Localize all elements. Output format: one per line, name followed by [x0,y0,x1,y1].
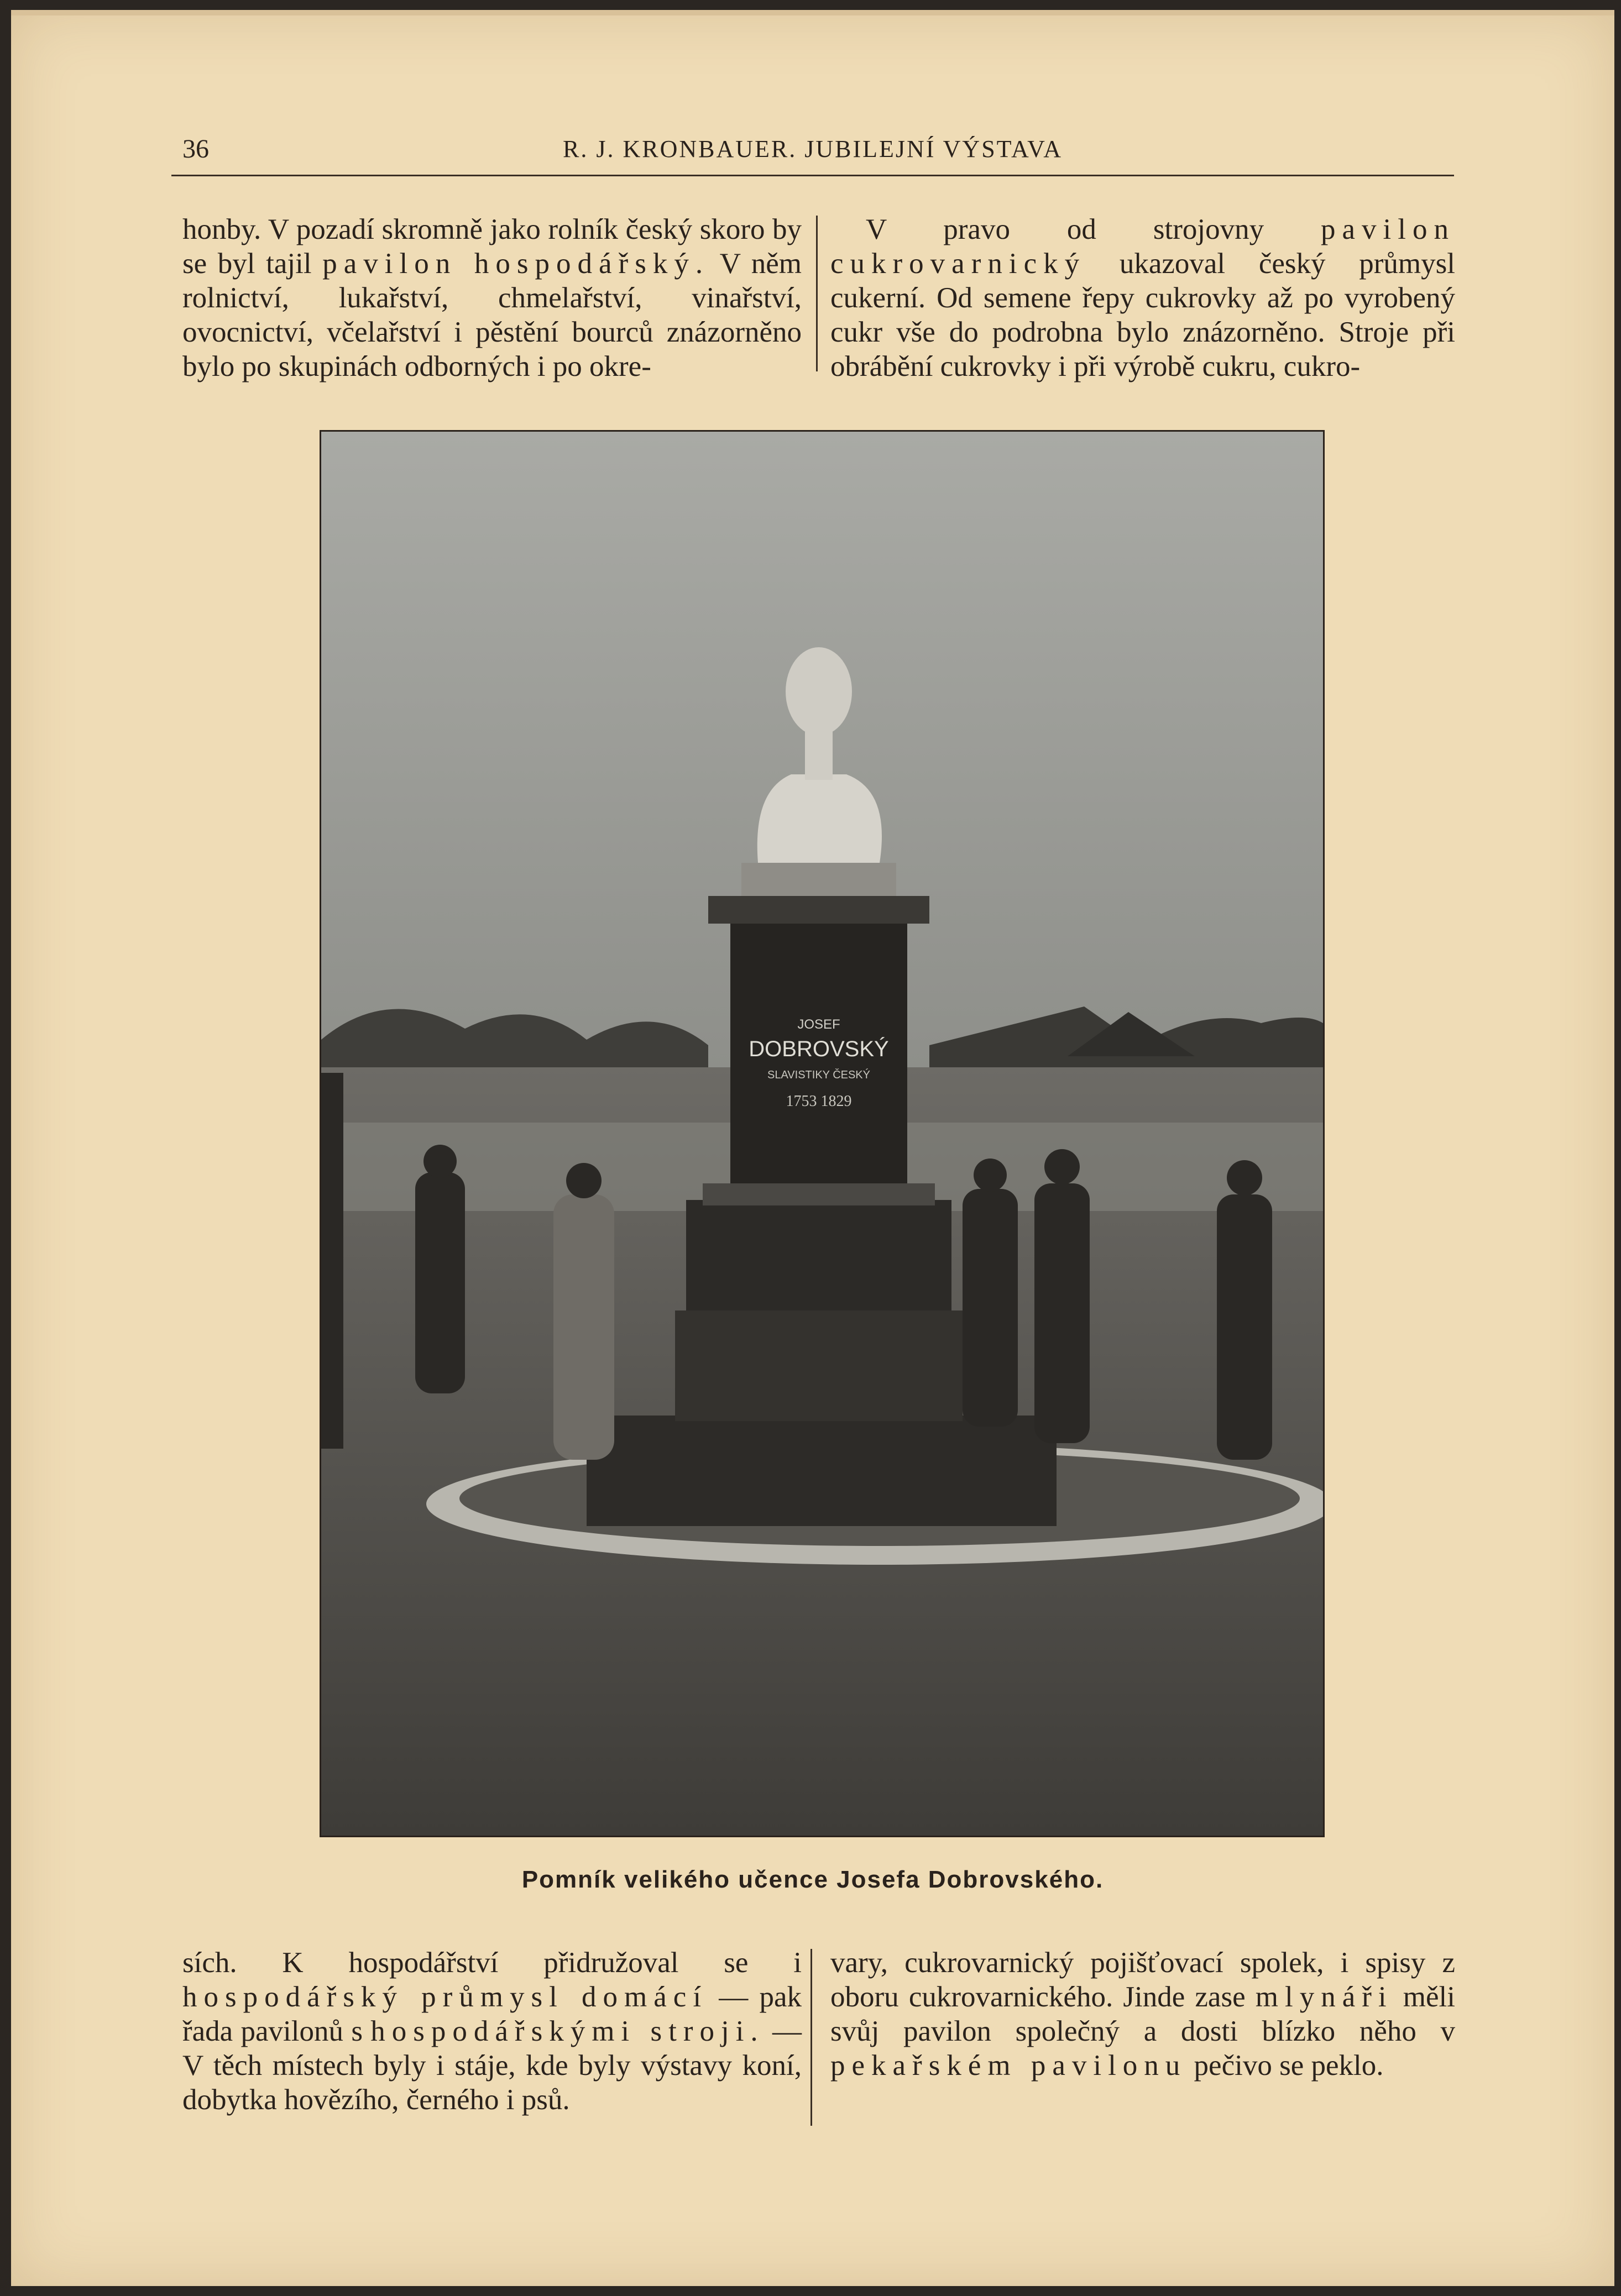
person-head [423,1145,457,1178]
bust-head [786,647,852,736]
bottom-left-column [182,1946,802,2117]
book-page [11,10,1614,2286]
inscription-name: DOBROVSKÝ [749,1037,889,1061]
text-run: vary, cukrovarnický pojišťovací spolek, i spisy z oboru cukrovarnického. Jinde zase [830,1947,1455,2013]
bust-shoulders [757,774,882,863]
paragraph [830,1946,1455,2083]
pedestal-plinth [675,1310,963,1421]
bust-neck [805,730,833,780]
person-head [974,1159,1007,1192]
person [963,1189,1018,1427]
spaced-emphasis: hospodářskými stroji. [370,2015,765,2047]
figure-caption: Pomník velikého učence Josefa Dobrovského. [521,1866,1104,1893]
top-left-column [182,212,802,384]
person [415,1172,465,1393]
paragraph [182,1946,802,2117]
text-run: V pravo od strojovny [866,213,1321,245]
running-head: R. J. KRONBAUER. JUBILEJNÍ VÝSTAVA [562,135,1063,162]
spaced-emphasis: pavilon cukrovarnický [830,213,1455,280]
text-run: — V těch místech byly i stáje, kde byly výstavy koní, dobytka hovězího, černého i psů. [182,2015,802,2116]
column-divider [810,1949,812,2126]
paragraph [182,212,802,384]
person-head [566,1163,602,1198]
monument-photograph [320,430,1325,1837]
text-run: pečivo se peklo. [1186,2049,1384,2082]
paragraph [830,212,1455,384]
left-figure-edge [321,1073,343,1449]
text-run: V něm rolnictví, lukařství, chmelařství, vinařství, ovocnictví, včelařství i pěstění bourců znázorněno bylo po skupinách odborných i po okre- [182,248,802,382]
text-run: ukazoval český průmysl cukerní. Od semene řepy cukrovky až po vyrobený cukr vše do podrobna bylo znázorněno. Stroje při obrábění cukrovky i při výrobě cukru, cukro- [830,248,1455,382]
text-run: — pak řada pavilonů s [182,1981,802,2047]
top-right-column [830,212,1455,384]
spaced-emphasis: pavilon hospodářský. [322,248,710,280]
page-number: 36 [182,134,209,164]
pedestal-lower [686,1200,951,1310]
bust-base [741,863,896,896]
page-top-edge [11,10,1614,15]
person [1034,1183,1090,1443]
pedestal-base [587,1416,1057,1526]
inscription-line: JOSEF [797,1017,840,1032]
text-run: měli svůj pavilon společný a dosti blízko něho v [830,1981,1456,2047]
inscription-dates: 1753 1829 [786,1093,852,1110]
spaced-emphasis: hospodářský průmysl domácí [182,1981,708,2013]
column-divider [816,216,818,371]
pedestal-cap [708,896,929,924]
monument-photo-drawing [321,432,1323,1836]
person [1217,1194,1272,1460]
person [553,1194,614,1460]
spaced-emphasis: pekařském pavilonu [830,2049,1187,2082]
pedestal-cornice [703,1183,935,1205]
spaced-emphasis: mlynáři [1255,1981,1393,2013]
text-run: honby. V pozadí skromně jako rolník český skoro by se byl tajil [182,213,802,280]
page-header [171,130,1454,176]
person-head [1044,1149,1080,1184]
person-head [1227,1160,1262,1196]
bottom-right-column [830,1946,1455,2083]
inscription-line: SLAVISTIKY ČESKÝ [767,1069,871,1081]
text-run: sích. K hospodářství přidružoval se i [182,1947,802,1979]
